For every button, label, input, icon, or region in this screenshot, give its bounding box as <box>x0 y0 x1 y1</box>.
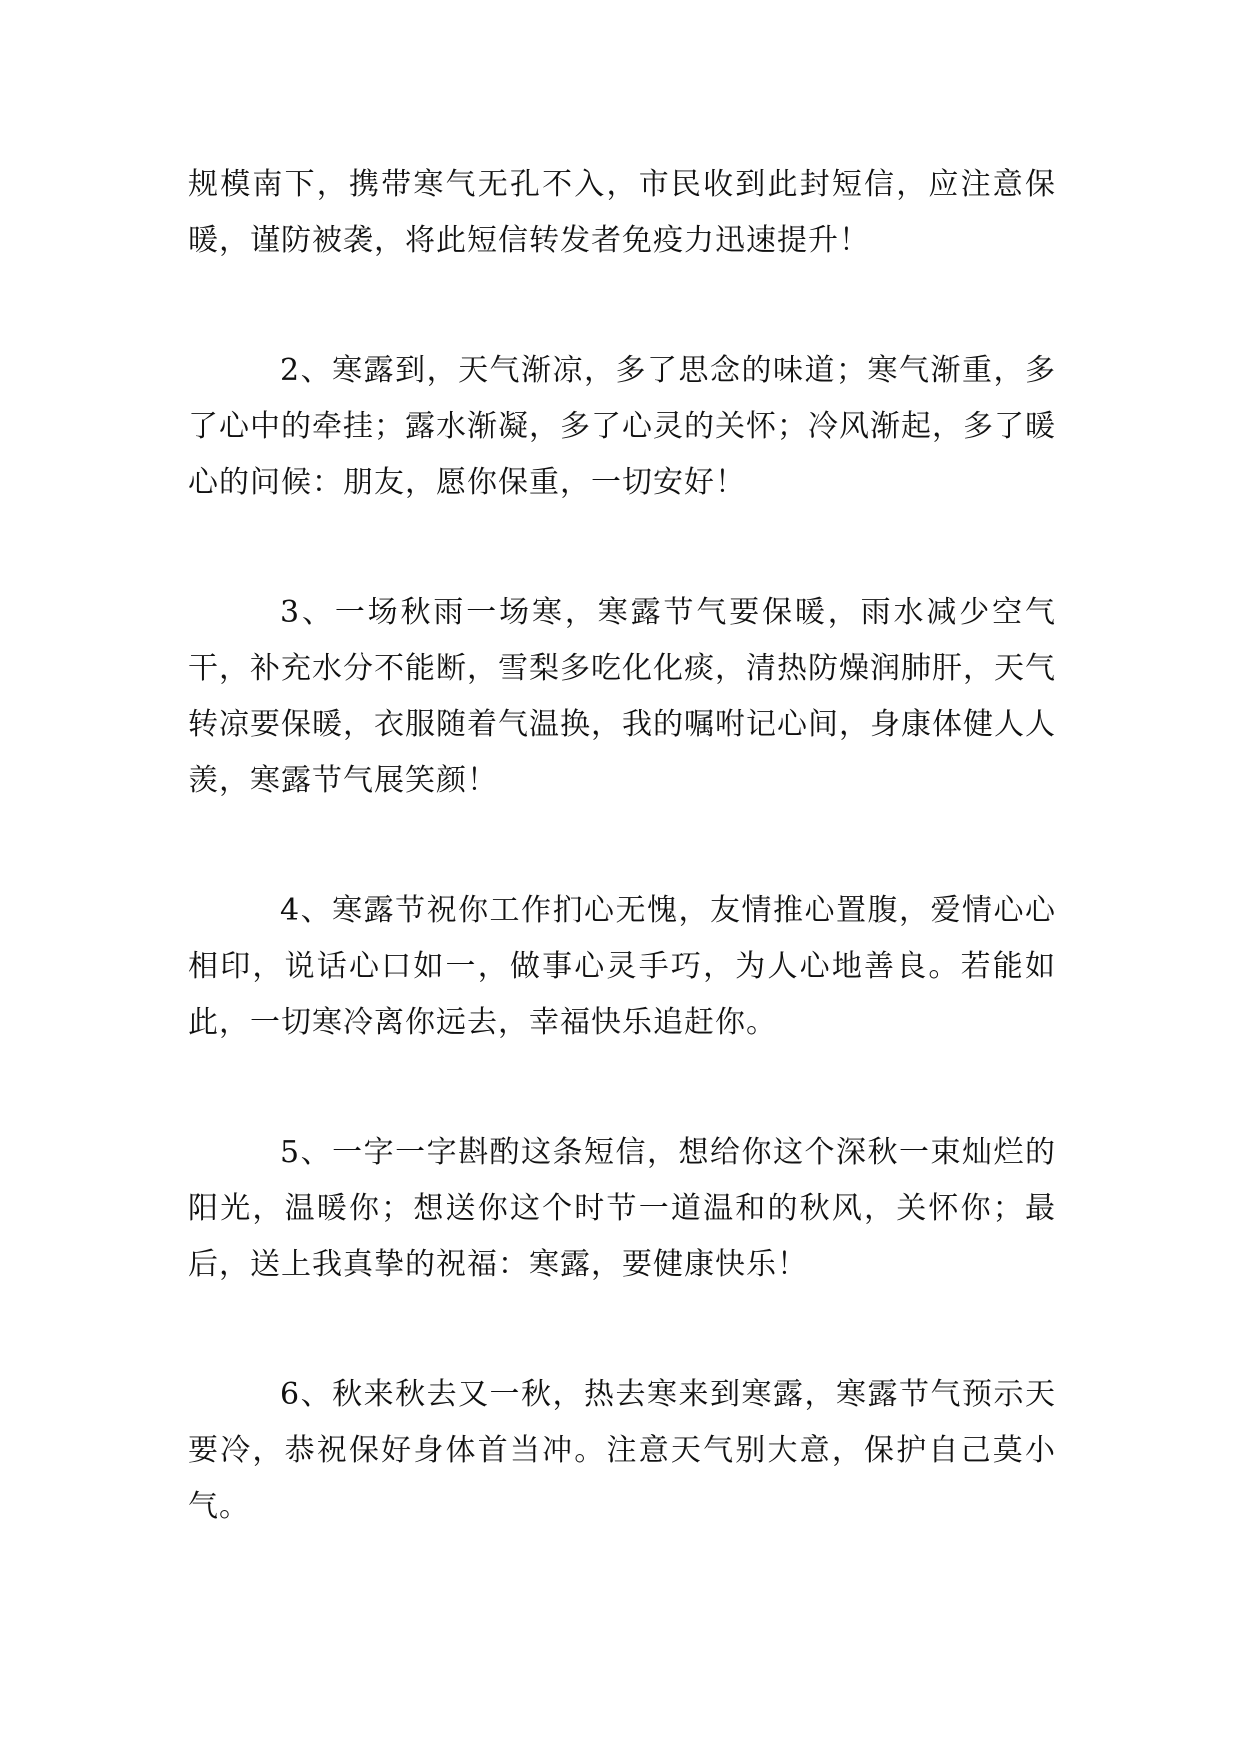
document-body <box>188 157 1056 1609</box>
paragraph-6: 6、秋来秋去又一秋，热去寒来到寒露，寒露节气预示天要冷，恭祝保好身体首当冲。注意天气别大意，保护自己莫小气。 <box>188 1377 1056 1524</box>
paragraph-2: 2、寒露到，天气渐凉，多了思念的味道；寒气渐重，多了心中的牵挂；露水渐凝，多了心灵的关怀；冷风渐起，多了暖心的问候：朋友，愿你保重，一切安好！ <box>188 353 1056 500</box>
paragraph-continued: 规模南下，携带寒气无孔不入，市民收到此封短信，应注意保暖，谨防被袭，将此短信转发者免疫力迅速提升！ <box>188 167 1056 258</box>
paragraph-5: 5、一字一字斟酌这条短信，想给你这个深秋一束灿烂的阳光，温暖你；想送你这个时节一道温和的秋风，关怀你；最后，送上我真挚的祝福：寒露，要健康快乐！ <box>188 1135 1056 1282</box>
paragraph-4: 4、寒露节祝你工作扪心无愧，友情推心置腹，爱情心心相印，说话心口如一，做事心灵手巧，为人心地善良。若能如此，一切寒冷离你远去，幸福快乐追赶你。 <box>188 893 1056 1040</box>
paragraph-3: 3、一场秋雨一场寒，寒露节气要保暖，雨水减少空气干，补充水分不能断，雪梨多吃化化痰，清热防燥润肺肝，天气转凉要保暖，衣服随着气温换，我的嘱咐记心间，身康体健人人羡，寒露节气展笑颜！ <box>188 595 1056 798</box>
